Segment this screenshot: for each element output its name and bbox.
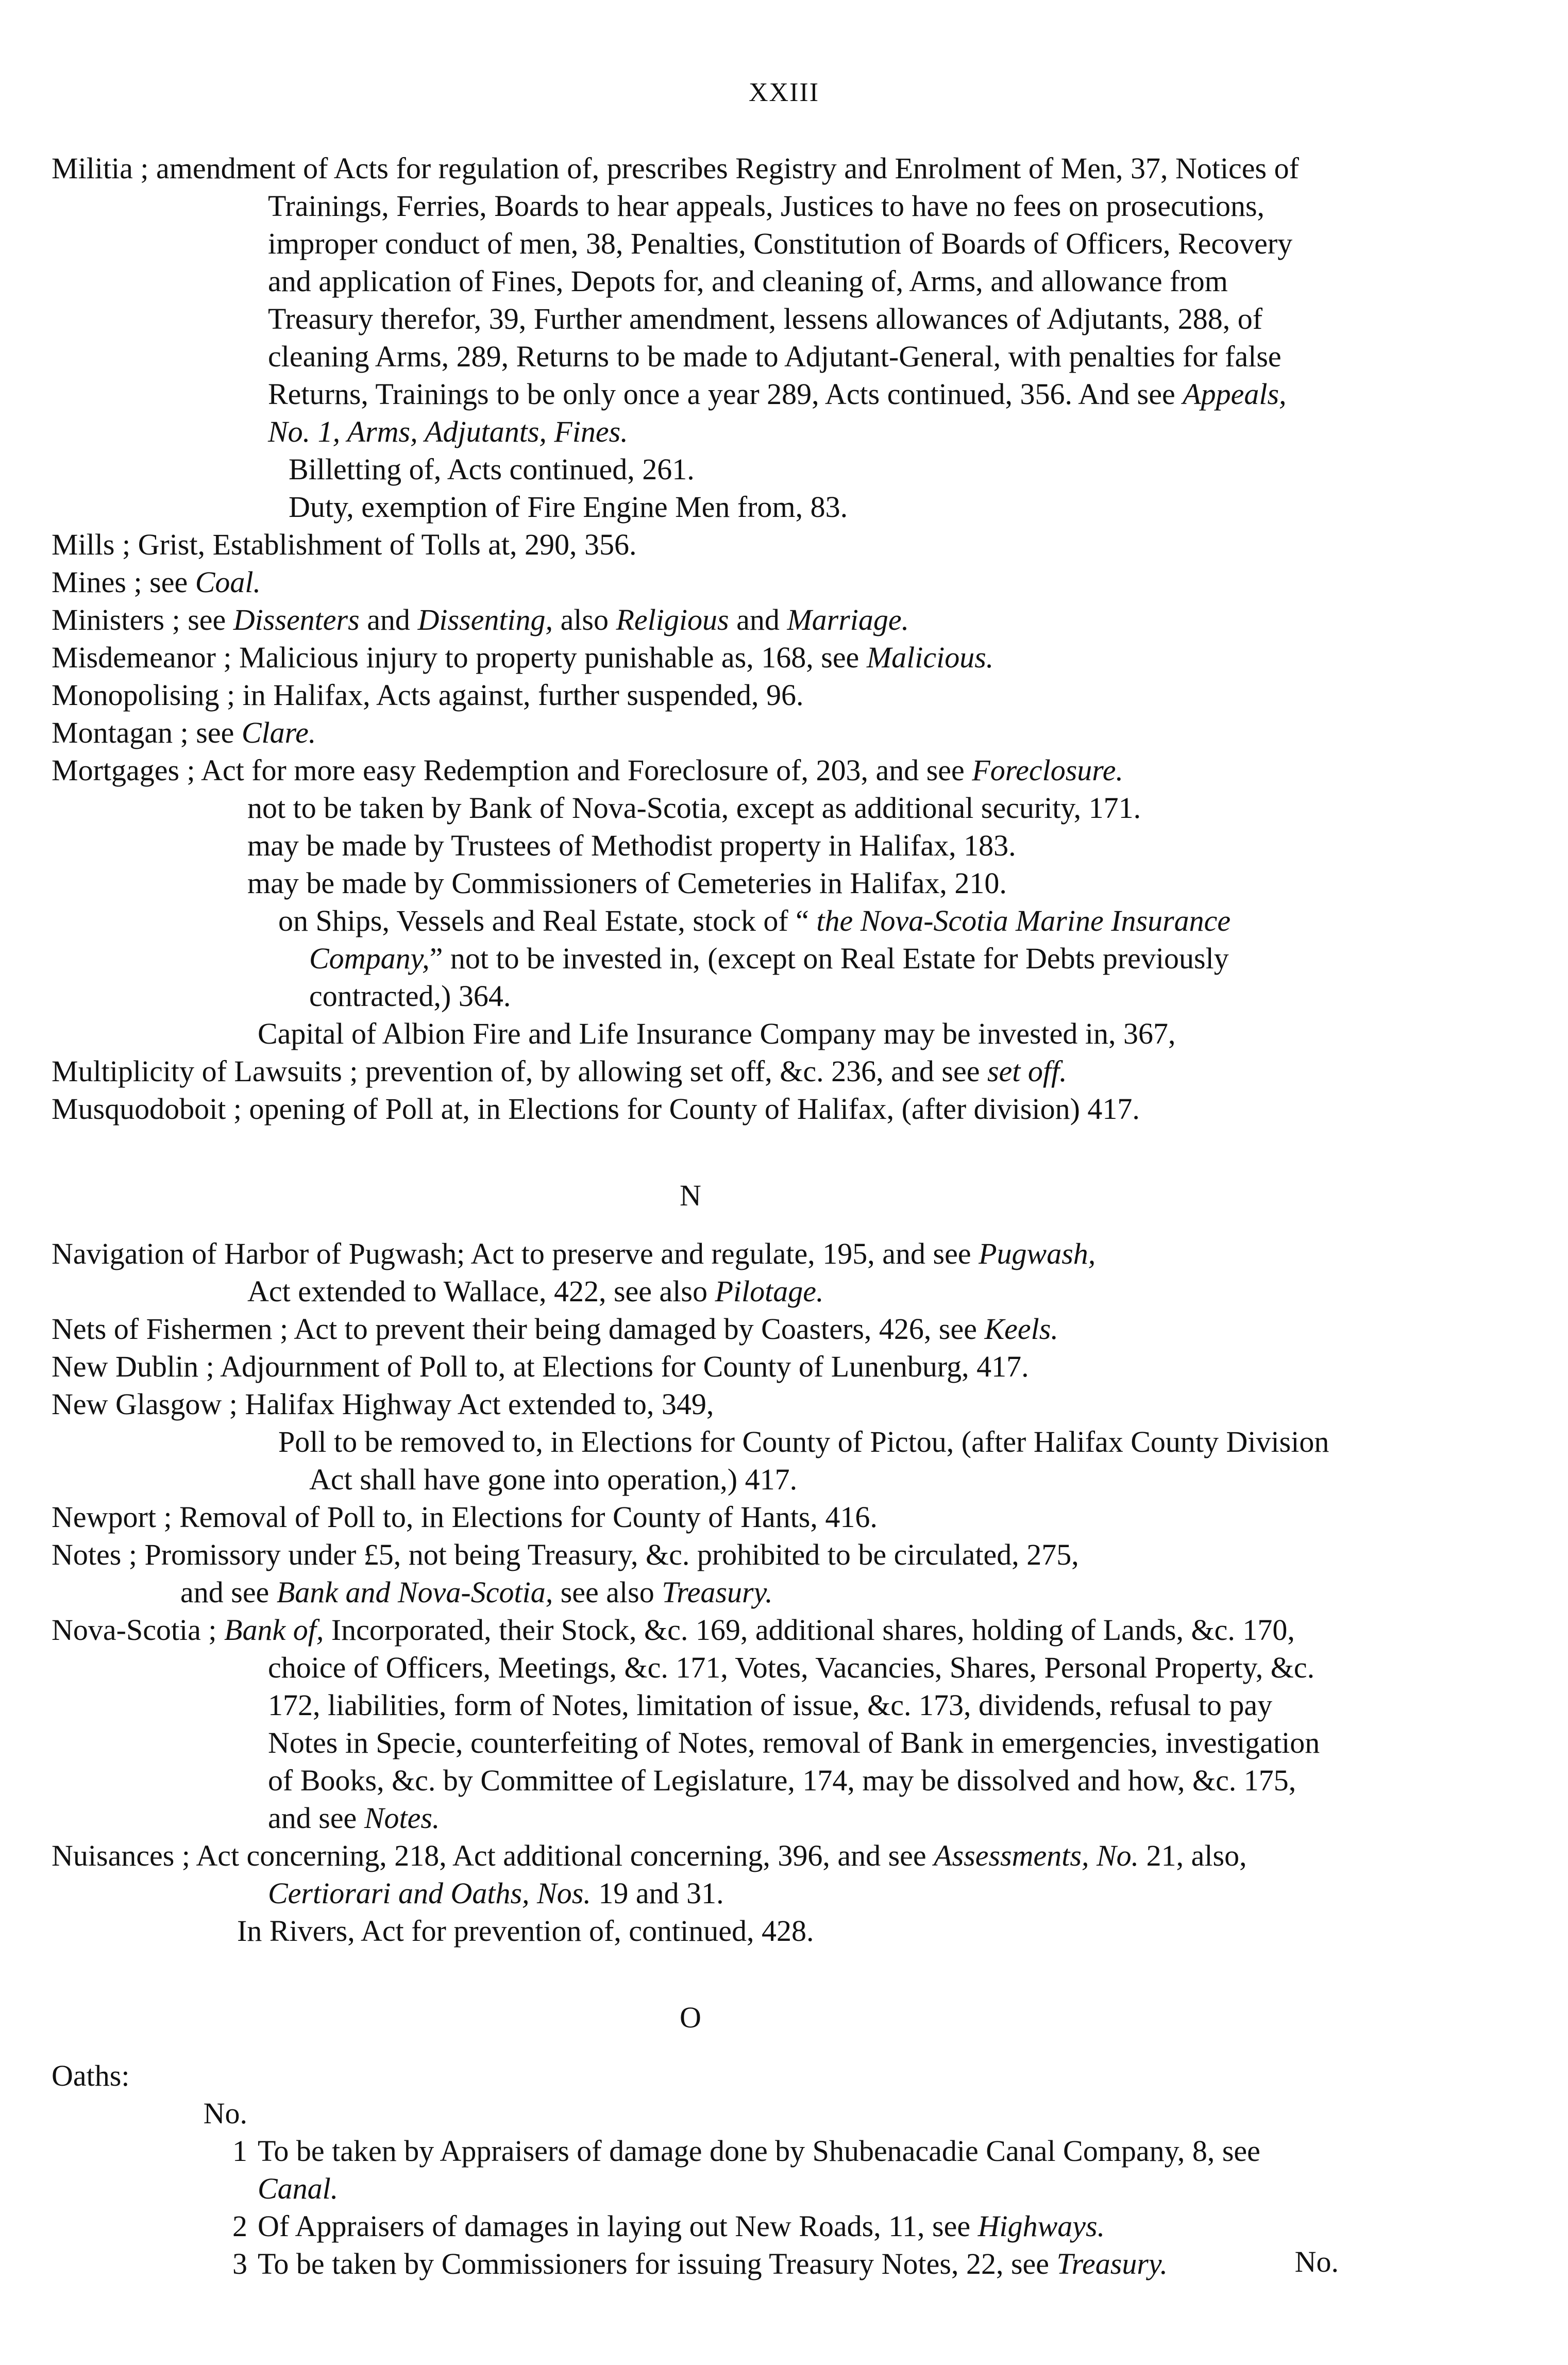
index-entry-mills [52,526,1329,563]
index-entry-nova-scotia [52,1611,1329,1837]
section-letter-n: N [680,1179,701,1212]
index-subentry: Capital of Albion Fire and Life Insurance Company may be invested in, 367, [258,1017,1176,1050]
entry-text: opening of Poll at, in Elections for County of Halifax, (after division) 417. [249,1092,1140,1126]
entry-see: the Nova-Scotia Marine Insurance Company, [309,904,1231,975]
oath-number: 2 [232,2209,247,2243]
index-entry-militia [52,149,1329,450]
entry-head: Ministers ; [52,603,180,636]
entry-text: Act concerning, 218, Act additional concerning, 396, and see [196,1839,934,1872]
entry-see: Pilotage. [715,1274,824,1308]
index-entry-monopolising [52,676,1329,714]
entry-see: Dissenters [233,603,360,636]
entry-text: 19 and 31. [591,1876,724,1910]
entry-text: see also [553,1575,662,1609]
index-entry-multiplicity [52,1052,1329,1090]
entry-text: Malicious injury to property punishable as, 168, see [239,641,867,674]
index-entry-montagan [52,714,1329,751]
entry-text: in Halifax, Acts against, further suspended, 96. [242,678,804,712]
entry-see: Clare. [241,716,316,749]
entry-see: Appeals, No. 1, Arms, Adjutants, Fines. [268,377,1287,448]
entry-see: set off. [987,1054,1067,1088]
section-letter-o: O [680,2001,701,2034]
oath-item-2 [52,2207,1329,2245]
entry-head: Mines ; [52,565,142,599]
catchword: No. [1294,2245,1339,2278]
index-entry-mortgages [52,751,1329,789]
entry-see: Foreclosure. [972,753,1123,787]
entry-text: Act extended to Wallace, 422, see also [247,1274,715,1308]
entry-see: Canal. [258,2172,339,2205]
entry-see: Certiorari and Oaths, Nos. [268,1876,591,1910]
entry-text: ” not to be invested in, (except on Real Estate for Debts previously contracted,) 364. [309,942,1229,1013]
index-subentry: may be made by Commissioners of Cemeteries in Halifax, 210. [247,866,1007,900]
index-subentry: In Rivers, Act for prevention of, continued, 428. [237,1914,814,1948]
index-entry-new-dublin [52,1348,1329,1385]
oath-item-1 [52,2094,1329,2207]
entry-text: To be taken by Commissioners for issuing Treasury Notes, 22, see [258,2247,1057,2280]
entry-text: Act for more easy Redemption and Foreclosure of, 203, and see [200,753,972,787]
entry-head: Mortgages ; [52,753,195,787]
oath-item-3 [52,2245,1329,2283]
index-entry-misdemeanor [52,639,1329,676]
index-entry-mines [52,563,1329,601]
entry-head: New Dublin ; [52,1350,214,1383]
entry-see: Bank of, [224,1613,324,1647]
index-subentry: Duty, exemption of Fire Engine Men from, 83. [289,490,848,524]
index-entry-nuisances [52,1837,1329,1912]
index-entry-ministers [52,601,1329,639]
entry-text: see [196,716,242,749]
entry-text: Incorporated, their Stock, &c. 169, additional shares, holding of Lands, &c. 170, choice of Officers, Meetings, &c. 171, Votes, Vacancies, Shares, Personal Property, &c. 172, liabilities, form of Notes, limitation of issue, &c. 173, dividends, refusal to pay Notes in Specie, counterfeiting of Notes, removal of Bank in emergencies, investigation of Books, &c. by Committee of Legislature, 174, may be dissolved and how, &c. 175, and see [268,1613,1320,1835]
entry-head: New Glasgow ; [52,1387,238,1421]
entry-see: Bank and Nova-Scotia, [276,1575,553,1609]
entry-head: Mills ; [52,528,131,561]
entry-head: Nuisances ; [52,1839,190,1872]
entry-see: Treasury. [662,1575,773,1609]
entry-see: Notes. [364,1801,440,1835]
entry-head: Monopolising ; [52,678,235,712]
entry-text: and see [180,1575,277,1609]
entry-head: Notes ; [52,1538,137,1571]
entry-see: Highways. [977,2209,1105,2243]
index-entry-new-glasgow [52,1385,1329,1423]
index-subentry [52,1272,1329,1310]
entry-see: Pugwash, [979,1237,1096,1270]
entry-text: on Ships, Vessels and Real Estate, stock of “ [278,904,817,937]
entry-see: Marriage. [787,603,909,636]
entry-text: and [359,603,418,636]
entry-see: Treasury. [1056,2247,1168,2280]
entry-see: Assessments, No. [934,1839,1139,1872]
entry-text: Grist, Establishment of Tolls at, 290, 356. [138,528,637,561]
index-subentry: may be made by Trustees of Methodist property in Halifax, 183. [247,829,1016,862]
entry-head: Nets of Fishermen ; [52,1312,289,1346]
entry-head: Nova-Scotia ; [52,1613,217,1647]
entry-see: Religious [616,603,729,636]
page-number: XXIII [748,78,820,107]
entry-text: Halifax Highway Act extended to, 349, [245,1387,714,1421]
index-entry-notes [52,1536,1329,1573]
entry-text: amendment of Acts for regulation of, prescribes Registry and Enrolment of Men, 37, Notices of Trainings, Ferries, Boards to hear appeals, Justices to have no fees on prosecutions, improper conduct of men, 38, Penalties, Constitution of Boards of Officers, Recovery and application of Fines, Depots for, and cleaning of, Arms, and allowance from Treasury therefor, 39, Further amendment, lessens allowances of Adjutants, 288, of cleaning Arms, 289, Returns to be made to Adjutant-General, with penalties for false Returns, Trainings to be only once a year 289, Acts continued, 356. And see [156,152,1299,411]
entry-see: Malicious. [866,641,994,674]
entry-head: Musquodoboit ; [52,1092,242,1126]
entry-text: and [729,603,787,636]
entry-head: Misdemeanor ; [52,641,232,674]
entry-head: Militia ; [52,152,149,185]
entry-head: Newport ; [52,1500,172,1534]
oath-number: No. 1 [203,2096,247,2168]
index-content [52,149,1329,2283]
entry-head: Multiplicity of Lawsuits ; [52,1054,358,1088]
oath-number: 3 [232,2247,247,2280]
index-entry-navigation [52,1235,1329,1272]
entry-head: Montagan ; [52,716,189,749]
oaths-heading: Oaths: [52,2059,130,2092]
entry-text: Act to prevent their being damaged by Coasters, 426, see [294,1312,985,1346]
entry-see: Dissenting, [417,603,553,636]
entry-head: Navigation [52,1237,184,1270]
index-subentry: not to be taken by Bank of Nova-Scotia, except as additional security, 171. [247,791,1141,825]
entry-text: 21, also, [1139,1839,1247,1872]
index-subentry [52,1573,1329,1611]
index-subentry: Billetting of, Acts continued, 261. [289,452,695,486]
entry-text: Of Appraisers of damages in laying out New Roads, 11, see [258,2209,978,2243]
entry-text: also [553,603,616,636]
entry-text: prevention of, by allowing set off, &c. 236, and see [365,1054,987,1088]
entry-see: Coal. [195,565,261,599]
entry-text: Promissory under £5, not being Treasury, &c. prohibited to be circulated, 275, [144,1538,1079,1571]
index-entry-newport [52,1498,1329,1536]
entry-see: Keels. [984,1312,1058,1346]
index-entry-nets [52,1310,1329,1348]
index-subentry: Poll to be removed to, in Elections for County of Pictou, (after Halifax County Division Act shall have gone into operation,) 417. [278,1425,1329,1496]
entry-text: To be taken by Appraisers of damage done by Shubenacadie Canal Company, 8, see [258,2134,1260,2168]
entry-text: of Harbor of Pugwash; Act to preserve and regulate, 195, and see [192,1237,979,1270]
entry-text: see [188,603,233,636]
entry-text: Adjournment of Poll to, at Elections for County of Lunenburg, 417. [220,1350,1029,1383]
index-entry-musquodoboit [52,1090,1329,1128]
entry-text: Removal of Poll to, in Elections for County of Hants, 416. [179,1500,878,1534]
entry-text: see [149,565,195,599]
index-subentry [52,902,1329,1015]
